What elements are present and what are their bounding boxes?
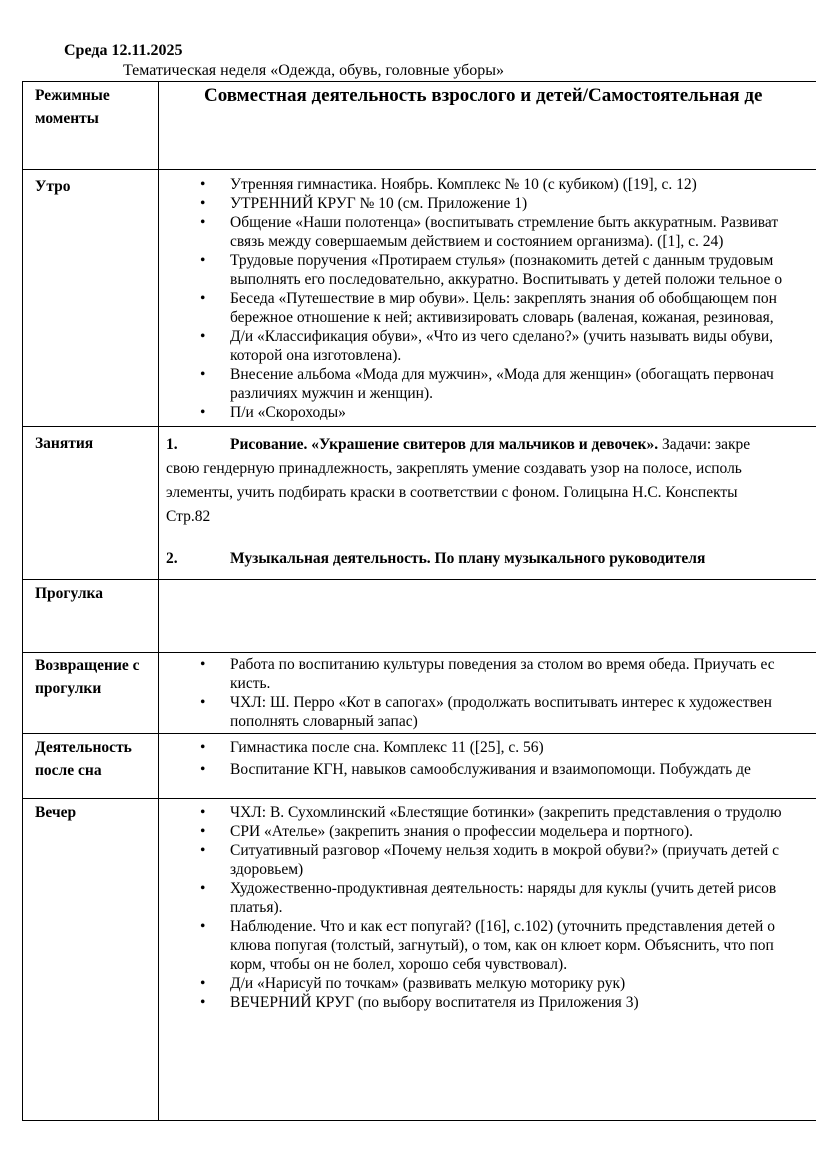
list-item-line: • ВЕЧЕРНИЙ КРУГ (по выбору воспитателя из Приложения 3)	[230, 994, 639, 1011]
list-item	[159, 175, 816, 194]
row-label-return: Возвращение с прогулки	[23, 653, 159, 733]
activity-2-title: Музыкальная деятельность. По плану музыкального руководителя	[230, 550, 706, 567]
list-item-line: бережное отношение к ней; активизировать словарь (валеная, кожаная, резиновая,	[230, 309, 774, 326]
list-item-line: • УТРЕННИЙ КРУГ № 10 (см. Приложение 1)	[230, 195, 528, 212]
row-evening	[23, 799, 816, 1121]
col-header-regime: Режимные моменты	[23, 82, 159, 169]
evening-list	[159, 803, 816, 1012]
list-item	[159, 993, 816, 1012]
row-label-after-sleep: Деятельность после сна	[23, 734, 159, 798]
list-item-line: • Ситуативный разговор «Почему нельзя ходить в мокрой обуви?» (приучать детей с	[230, 842, 780, 859]
list-item	[159, 403, 816, 422]
list-item	[159, 327, 816, 365]
list-item-line: • ЧХЛ: Ш. Перро «Кот в сапогах» (продолжать воспитывать интерес к художествен	[230, 694, 772, 711]
page-date: Среда 12.11.2025	[64, 42, 183, 59]
row-label-morning: Утро	[23, 170, 159, 426]
list-item	[159, 917, 816, 974]
list-item-line: выполнять его последовательно, аккуратно. Воспитывать у детей положи тельное о	[230, 271, 783, 288]
list-item	[159, 194, 816, 213]
row-classes	[23, 427, 816, 580]
list-item-line: • Д/и «Классификация обуви», «Что из чего сделано?» (учить называть виды обуви,	[230, 328, 774, 345]
morning-list	[159, 175, 816, 422]
activity-1-line-4: Стр.82	[166, 508, 211, 525]
list-item-line: платья).	[230, 899, 283, 916]
list-item	[159, 693, 816, 731]
activity-2-number: 2.	[166, 550, 178, 567]
after-sleep-list	[159, 737, 816, 781]
list-item	[159, 803, 816, 822]
list-item	[159, 737, 816, 759]
activity-1-number: 1.	[166, 436, 178, 453]
list-item-line: связь между совершаемым действием и состоянием организма). ([1], с. 24)	[230, 233, 724, 250]
return-list	[159, 655, 816, 731]
list-item-line: пополнять словарный запас)	[230, 713, 418, 730]
list-item-line: различиях мужчин и женщин).	[230, 385, 433, 402]
row-return	[23, 653, 816, 734]
schedule-table	[22, 81, 816, 1121]
list-item-line: корм, чтобы он не болел, хорошо себя чувствовал).	[230, 956, 568, 973]
list-item-line: • Беседа «Путешествие в мир обуви». Цель: закреплять знания об обобщающем пон	[230, 290, 777, 307]
activity-1-tasks: Задачи: закре	[658, 436, 751, 453]
row-label-classes: Занятия	[23, 427, 159, 579]
row-walk	[23, 580, 816, 653]
activity-1-line-3: элементы, учить подбирать краски в соответствии с фоном. Голицына Н.С. Конспекты	[166, 484, 738, 501]
list-item-line: клюва попугая (толстый, загнутый), о том, как он клюет корм. Объяснить, что поп	[230, 937, 774, 954]
activity-2	[159, 547, 816, 571]
list-item-line: здоровьем)	[230, 861, 304, 878]
list-item-line: • Наблюдение. Что и как ест попугай? ([16], с.102) (уточнить представления детей о	[230, 918, 775, 935]
list-item-line: • Утренняя гимнастика. Ноябрь. Комплекс № 10 (с кубиком) ([19], с. 12)	[230, 176, 697, 193]
list-item-line: • Общение «Наши полотенца» (воспитывать стремление быть аккуратным. Развиват	[230, 214, 779, 231]
list-item	[159, 822, 816, 841]
list-item-line: • Художественно-продуктивная деятельность: наряды для куклы (учить детей рисов	[230, 880, 777, 897]
row-after-sleep	[23, 734, 816, 799]
list-item-line: • Д/и «Нарисуй по точкам» (развивать мелкую моторику рук)	[230, 975, 626, 992]
list-item	[159, 365, 816, 403]
thematic-week: Тематическая неделя «Одежда, обувь, головные уборы»	[123, 62, 505, 79]
list-item	[159, 289, 816, 327]
list-item-line: кисть.	[230, 675, 271, 692]
list-item-line: • Трудовые поручения «Протираем стулья» (познакомить детей с данным трудовым	[230, 252, 774, 269]
col-header-activity: Совместная деятельность взрослого и детей/Самостоятельная де	[204, 85, 763, 106]
list-item-line: • СРИ «Ателье» (закрепить знания о профессии модельера и портного).	[230, 823, 694, 840]
list-item-line: • П/и «Скороходы»	[230, 404, 346, 421]
list-item	[159, 759, 816, 781]
list-item	[159, 655, 816, 693]
list-item	[159, 213, 816, 251]
list-item-line: • Внесение альбома «Мода для мужчин», «Мода для женщин» (обогащать первонач	[230, 366, 774, 383]
activity-1-line-2: свою гендерную принадлежность, закреплять умение создавать узор на полосе, исполь	[166, 460, 742, 477]
list-item-line: • Гимнастика после сна. Комплекс 11 ([25], с. 56)	[230, 739, 544, 756]
list-item	[159, 879, 816, 917]
list-item	[159, 841, 816, 879]
list-item-line: • Работа по воспитанию культуры поведения за столом во время обеда. Приучать ес	[230, 656, 775, 673]
list-item-line: • ЧХЛ: В. Сухомлинский «Блестящие ботинки» (закрепить представления о трудолю	[230, 804, 782, 821]
list-item	[159, 251, 816, 289]
list-item-line: которой она изготовлена).	[230, 347, 402, 364]
row-morning	[23, 170, 816, 427]
activity-1-title: Рисование. «Украшение свитеров для мальчиков и девочек».	[230, 436, 659, 453]
row-label-evening: Вечер	[23, 799, 159, 1120]
row-label-walk: Прогулка	[23, 580, 159, 652]
activity-1	[159, 433, 816, 457]
list-item-line: • Воспитание КГН, навыков самообслуживания и взаимопомощи. Побуждать де	[230, 761, 751, 778]
list-item	[159, 974, 816, 993]
table-header-row	[23, 82, 816, 170]
